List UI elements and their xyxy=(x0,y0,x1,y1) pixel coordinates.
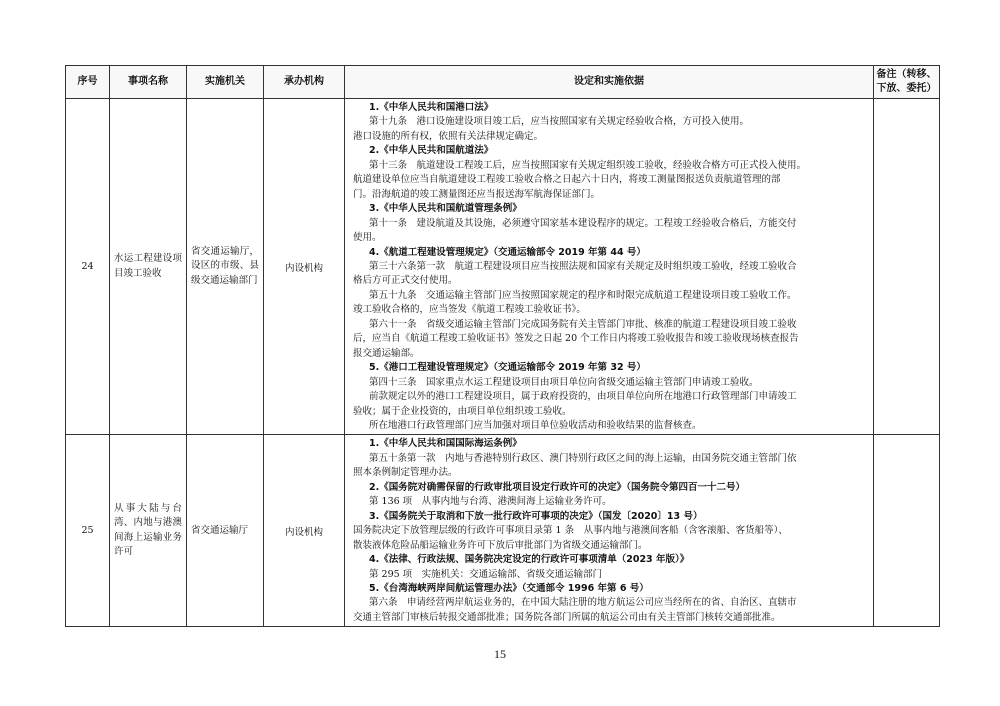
header-org: 承办机构 xyxy=(264,66,345,99)
item-name: 从事大陆与台湾、内地与港澳间海上运输业务许可 xyxy=(110,435,187,627)
header-item-name: 事项名称 xyxy=(110,66,187,99)
basis-line: 第十九条 港口设施建设项目竣工后，应当按照国家有关规定经验收合格，方可投入使用。 xyxy=(369,116,750,128)
handling-org: 内设机构 xyxy=(264,435,345,627)
law-title: 5.《港口工程建设管理规定》（交通运输部令 2019 年第 32 号） xyxy=(369,362,646,374)
law-title: 5.《台湾海峡两岸间航运管理办法》（交通部令 1996 年第 6 号） xyxy=(369,582,649,594)
header-remark xyxy=(874,66,940,99)
remark xyxy=(874,435,940,627)
basis-line: 第六十一条 省级交通运输主管部门完成国务院有关主管部门审批、核准的航道工程建设项目竣工验收 xyxy=(369,318,797,330)
legal-basis xyxy=(345,99,874,435)
header-remark-line1: 备注（转移、 xyxy=(876,69,937,80)
basis-line: 使用。 xyxy=(353,232,382,244)
table-row xyxy=(66,435,940,627)
item-name: 水运工程建设项目竣工验收 xyxy=(110,99,187,435)
permit-table xyxy=(65,65,940,627)
row-number: 24 xyxy=(66,99,110,435)
basis-line: 第五十九条 交通运输主管部门应当按照国家规定的程序和时限完成航道工程建设项目竣工验收工作。 xyxy=(369,289,797,301)
law-title: 1.《中华人民共和国国际海运条例》 xyxy=(369,438,522,450)
basis-line: 格后方可正式交付使用。 xyxy=(353,275,458,287)
header-remark-line2: 下放、委托） xyxy=(876,83,937,94)
basis-line: 第十一条 建设航道及其设施，必须遵守国家基本建设程序的规定。工程竣工经验收合格后，方能交付 xyxy=(369,217,797,229)
basis-line: 港口设施的所有权，依照有关法律规定确定。 xyxy=(353,130,544,142)
basis-line: 散装液体危险品船运输业务许可下放后审批部门为省级交通运输部门。 xyxy=(353,539,648,551)
basis-line: 国务院决定下放管理层级的行政许可事项目录第 1 条 从事内地与港澳间客船（含客滚船、客货船等）、 xyxy=(353,525,788,537)
basis-line: 第四十三条 国家重点水运工程建设项目由项目单位向省级交通运输主管部门申请竣工验收。 xyxy=(369,376,759,388)
basis-line: 第五十条第一款 内地与香港特别行政区、澳门特别行政区之间的海上运输，由国务院交通主管部门依 xyxy=(369,452,797,464)
table-header-row xyxy=(66,66,940,99)
basis-line: 第六条 申请经营两岸航运业务的，在中国大陆注册的地方航运公司应当经所在的省、自治区、直辖市 xyxy=(369,597,797,609)
header-no: 序号 xyxy=(66,66,110,99)
table-row xyxy=(66,99,940,435)
law-title: 1.《中华人民共和国港口法》 xyxy=(369,102,494,113)
basis-line: 第 295 项 实施机关：交通运输部、省级交通运输部门 xyxy=(369,568,603,580)
law-title: 4.《法律、行政法规、国务院决定设定的行政许可事项清单（2023 年版）》 xyxy=(369,554,690,566)
basis-line: 后，应当自《航道工程竣工验收证书》签发之日起 20 个工作日内将竣工验收报告和竣工验收现场核查报告 xyxy=(353,333,799,345)
row-number: 25 xyxy=(66,435,110,627)
basis-line: 报交通运输部。 xyxy=(353,347,420,359)
basis-line: 第 136 项 从事内地与台湾、港澳间海上运输业务许可。 xyxy=(369,496,612,508)
law-title: 4.《航道工程建设管理规定》（交通运输部令 2019 年第 44 号） xyxy=(369,246,646,258)
remark xyxy=(874,99,940,435)
law-title: 3.《国务院关于取消和下放一批行政许可事项的决定》（国发〔2020〕13 号） xyxy=(369,510,703,522)
basis-line: 交通主管部门审核后转报交通部批准；国务院各部门所属的航运公司由有关主管部门核转交通部批准。 xyxy=(353,611,781,623)
law-title: 2.《中华人民共和国航道法》 xyxy=(369,145,494,157)
handling-org: 内设机构 xyxy=(264,99,345,435)
basis-line: 第十三条 航道建设工程竣工后，应当按照国家有关规定组织竣工验收，经验收合格方可正式投入使用。 xyxy=(369,159,807,171)
basis-line: 验收；属于企业投资的，由项目单位组织竣工验收。 xyxy=(353,405,572,417)
basis-line: 照本条例制定管理办法。 xyxy=(353,467,458,479)
header-agency: 实施机关 xyxy=(187,66,264,99)
header-basis: 设定和实施依据 xyxy=(345,66,874,99)
table-body xyxy=(66,99,940,627)
page-number: 15 xyxy=(494,647,506,661)
law-title: 3.《中华人民共和国航道管理条例》 xyxy=(369,203,522,215)
basis-line: 第三十六条第一款 航道工程建设项目应当按照法规和国家有关规定及时组织竣工验收，经竣工验收合 xyxy=(369,260,797,272)
implementing-agency: 省交通运输厅，设区的市级、县级交通运输部门 xyxy=(187,99,264,435)
basis-line: 门。沿海航道的竣工测量图还应当报送海军航海保证部门。 xyxy=(353,188,601,200)
basis-line: 竣工验收合格的，应当签发《航道工程竣工验收证书》。 xyxy=(353,304,586,316)
basis-line: 前款规定以外的港口工程建设项目，属于政府投资的，由项目单位向所在地港口行政管理部门申请竣工 xyxy=(369,391,797,403)
implementing-agency: 省交通运输厅 xyxy=(187,435,264,627)
law-title: 2.《国务院对确需保留的行政审批项目设定行政许可的决定》（国务院令第四百一十二号） xyxy=(369,481,745,493)
legal-basis xyxy=(345,435,874,627)
basis-line: 航道建设单位应当自航道建设工程竣工验收合格之日起六十日内，将竣工测量图报送负责航道管理的部 xyxy=(353,174,781,186)
basis-line: 所在地港口行政管理部门应当加强对项目单位验收活动和验收结果的监督核查。 xyxy=(369,419,702,431)
